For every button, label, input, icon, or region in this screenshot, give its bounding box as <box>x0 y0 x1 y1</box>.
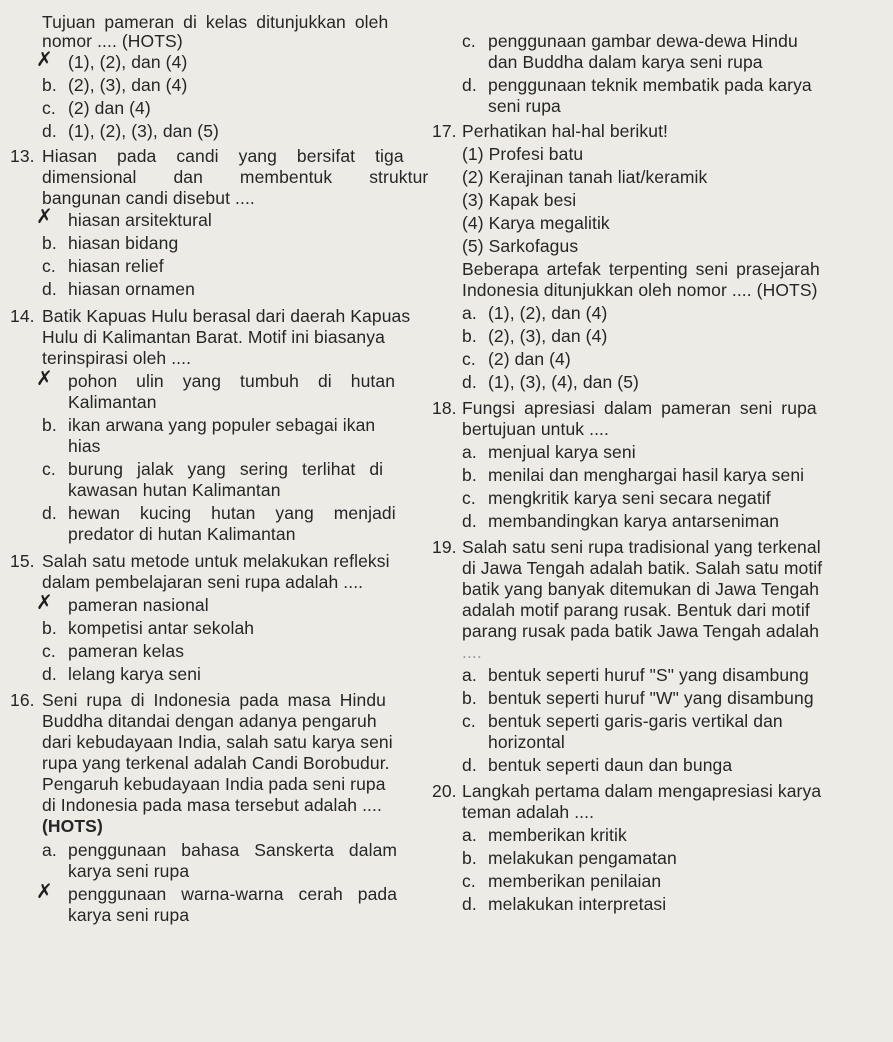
answer-mark-icon: ✗ <box>36 881 53 903</box>
q12-option-c: (2) dan (4) <box>68 98 151 118</box>
q17-option-c-letter: c. <box>462 349 476 369</box>
q12-option-b: (2), (3), dan (4) <box>68 75 188 95</box>
q19-number: 19. <box>432 537 457 557</box>
q19-option-a: bentuk seperti huruf "S" yang disambung <box>488 665 809 685</box>
q18-option-b-letter: b. <box>462 465 477 485</box>
q16-option-a-line1: penggunaan bahasa Sanskerta dalam <box>68 840 398 860</box>
q20-stem-line2: teman adalah .... <box>462 802 595 822</box>
q20-option-d-letter: d. <box>462 894 477 914</box>
q13-option-d: hiasan ornamen <box>68 279 195 299</box>
q16-number: 16. <box>10 690 35 710</box>
q20-option-b: melakukan pengamatan <box>488 848 677 868</box>
q14-stem-line1: Batik Kapuas Hulu berasal dari daerah Kapuas <box>42 306 411 326</box>
q14-option-c-line1: burung jalak yang sering terlihat di <box>68 459 384 479</box>
q19-option-b-letter: b. <box>462 688 477 708</box>
q18-stem-line2: bertujuan untuk .... <box>462 419 609 439</box>
q16-option-b-line2: karya seni rupa <box>68 905 190 925</box>
q13-option-c-letter: c. <box>42 256 56 276</box>
q15-number: 15. <box>10 551 35 571</box>
q20-option-d: melakukan interpretasi <box>488 894 667 914</box>
answer-mark-icon: ✗ <box>36 592 53 614</box>
q12-option-d-letter: d. <box>42 121 57 141</box>
q16-option-b-line1: penggunaan warna-warna cerah pada <box>68 884 398 904</box>
q13-option-a: hiasan arsitektural <box>68 210 212 230</box>
q13-option-b-letter: b. <box>42 233 57 253</box>
q12-stem-line2: nomor .... (HOTS) <box>42 31 183 51</box>
q17-option-b: (2), (3), dan (4) <box>488 326 608 346</box>
q19-option-a-letter: a. <box>462 665 477 685</box>
q13-option-b: hiasan bidang <box>68 233 179 253</box>
q15-stem-line2: dalam pembelajaran seni rupa adalah .... <box>42 572 364 592</box>
q18-option-b: menilai dan menghargai hasil karya seni <box>488 465 805 485</box>
answer-mark-icon: ✗ <box>36 49 53 71</box>
q18-option-c-letter: c. <box>462 488 476 508</box>
q14-option-b-letter: b. <box>42 415 57 435</box>
q14-stem-line3: terinspirasi oleh .... <box>42 348 192 368</box>
q14-number: 14. <box>10 306 35 326</box>
q12-option-b-letter: b. <box>42 75 57 95</box>
q14-option-d-line2: predator di hutan Kalimantan <box>68 524 296 544</box>
q16-stem-line6: di Indonesia pada masa tersebut adalah .... <box>42 795 382 815</box>
q16-stem-hots: (HOTS) <box>42 816 103 836</box>
q16-stem-line3: dari kebudayaan India, salah satu karya seni <box>42 732 393 752</box>
q19-stem-line2: di Jawa Tengah adalah batik. Salah satu motif <box>462 558 823 578</box>
q14-option-d-line1: hewan kucing hutan yang menjadi <box>68 503 396 523</box>
q16-option-d-line2: seni rupa <box>488 96 561 116</box>
q15-stem-line1: Salah satu metode untuk melakukan refleksi <box>42 551 390 571</box>
q17-option-a: (1), (2), dan (4) <box>488 303 608 323</box>
q15-option-d-letter: d. <box>42 664 57 684</box>
q12-option-d: (1), (2), (3), dan (5) <box>68 121 219 141</box>
q14-stem-line2: Hulu di Kalimantan Barat. Motif ini biasanya <box>42 327 385 347</box>
q18-number: 18. <box>432 398 457 418</box>
q13-stem-line3: bangunan candi disebut .... <box>42 188 255 208</box>
q19-option-d: bentuk seperti daun dan bunga <box>488 755 733 775</box>
q14-option-d-letter: d. <box>42 503 57 523</box>
q12-option-c-letter: c. <box>42 98 56 118</box>
q14-option-b-line1: ikan arwana yang populer sebagai ikan <box>68 415 376 435</box>
q12-option-a: (1), (2), dan (4) <box>68 52 188 72</box>
q16-stem-line2: Buddha ditandai dengan adanya pengaruh <box>42 711 377 731</box>
q15-option-b: kompetisi antar sekolah <box>68 618 255 638</box>
q20-number: 20. <box>432 781 457 801</box>
q18-option-d-letter: d. <box>462 511 477 531</box>
q13-stem-line1: Hiasan pada candi yang bersifat tiga <box>42 146 404 166</box>
q19-option-c-line2: horizontal <box>488 732 565 752</box>
q19-stem-line5: parang rusak pada batik Jawa Tengah adalah <box>462 621 820 641</box>
q15-option-a: pameran nasional <box>68 595 209 615</box>
q19-stem-line3: batik yang banyak ditemukan di Jawa Tengah <box>462 579 820 599</box>
q15-option-d: lelang karya seni <box>68 664 202 684</box>
q17-option-b-letter: b. <box>462 326 477 346</box>
q12-stem-line1: Tujuan pameran di kelas ditunjukkan oleh <box>42 12 389 32</box>
q18-stem-line1: Fungsi apresiasi dalam pameran seni rupa <box>462 398 817 418</box>
q16-stem-line4: rupa yang terkenal adalah Candi Borobudur. <box>42 753 390 773</box>
q20-option-a-letter: a. <box>462 825 477 845</box>
q13-number: 13. <box>10 146 35 166</box>
q16-option-d-letter: d. <box>462 75 477 95</box>
q17-number: 17. <box>432 121 457 141</box>
q17-item-2: (2) Kerajinan tanah liat/keramik <box>462 167 708 187</box>
q16-option-c-line1: penggunaan gambar dewa-dewa Hindu <box>488 31 798 51</box>
q16-option-d-line1: penggunaan teknik membatik pada karya <box>488 75 812 95</box>
q19-stem-line1: Salah satu seni rupa tradisional yang terkenal <box>462 537 821 557</box>
q14-option-c-line2: kawasan hutan Kalimantan <box>68 480 281 500</box>
q14-option-c-letter: c. <box>42 459 56 479</box>
q14-option-a-line1: pohon ulin yang tumbuh di hutan <box>68 371 396 391</box>
q20-option-a: memberikan kritik <box>488 825 627 845</box>
q15-option-c: pameran kelas <box>68 641 185 661</box>
q17-option-d-letter: d. <box>462 372 477 392</box>
q16-option-c-line2: dan Buddha dalam karya seni rupa <box>488 52 763 72</box>
q16-stem-line1: Seni rupa di Indonesia pada masa Hindu <box>42 690 386 710</box>
q20-option-c: memberikan penilaian <box>488 871 662 891</box>
q19-stem-line6: .... <box>462 642 482 662</box>
q16-stem-line5: Pengaruh kebudayaan India pada seni rupa <box>42 774 386 794</box>
answer-mark-icon: ✗ <box>36 206 53 228</box>
q19-option-c-line1: bentuk seperti garis-garis vertikal dan <box>488 711 783 731</box>
q17-stem: Perhatikan hal-hal berikut! <box>462 121 669 141</box>
q14-option-b-line2: hias <box>68 436 101 456</box>
q16-option-a-letter: a. <box>42 840 57 860</box>
q20-option-c-letter: c. <box>462 871 476 891</box>
answer-mark-icon: ✗ <box>36 368 53 390</box>
q17-item-3: (3) Kapak besi <box>462 190 577 210</box>
q17-option-c: (2) dan (4) <box>488 349 571 369</box>
q17-text-line1: Beberapa artefak terpenting seni prasejarah <box>462 259 820 279</box>
q19-stem-line4: adalah motif parang rusak. Bentuk dari motif <box>462 600 810 620</box>
q18-option-c: mengkritik karya seni secara negatif <box>488 488 771 508</box>
q14-option-a-line2: Kalimantan <box>68 392 157 412</box>
q20-option-b-letter: b. <box>462 848 477 868</box>
q19-option-c-letter: c. <box>462 711 476 731</box>
q17-option-a-letter: a. <box>462 303 477 323</box>
q18-option-a-letter: a. <box>462 442 477 462</box>
q17-item-1: (1) Profesi batu <box>462 144 584 164</box>
q19-option-b: bentuk seperti huruf "W" yang disambung <box>488 688 814 708</box>
q17-text-line2: Indonesia ditunjukkan oleh nomor .... (HOTS) <box>462 280 818 300</box>
q18-option-a: menjual karya seni <box>488 442 636 462</box>
q15-option-c-letter: c. <box>42 641 56 661</box>
q13-option-c: hiasan relief <box>68 256 164 276</box>
q15-option-b-letter: b. <box>42 618 57 638</box>
q17-item-5: (5) Sarkofagus <box>462 236 579 256</box>
q13-stem-line2: dimensional dan membentuk struktur <box>42 167 429 187</box>
q19-option-d-letter: d. <box>462 755 477 775</box>
q20-stem-line1: Langkah pertama dalam mengapresiasi karya <box>462 781 822 801</box>
q16-option-a-line2: karya seni rupa <box>68 861 190 881</box>
q17-option-d: (1), (3), (4), dan (5) <box>488 372 639 392</box>
q18-option-d: membandingkan karya antarseniman <box>488 511 780 531</box>
q17-item-4: (4) Karya megalitik <box>462 213 610 233</box>
q16-option-c-letter: c. <box>462 31 476 51</box>
q13-option-d-letter: d. <box>42 279 57 299</box>
